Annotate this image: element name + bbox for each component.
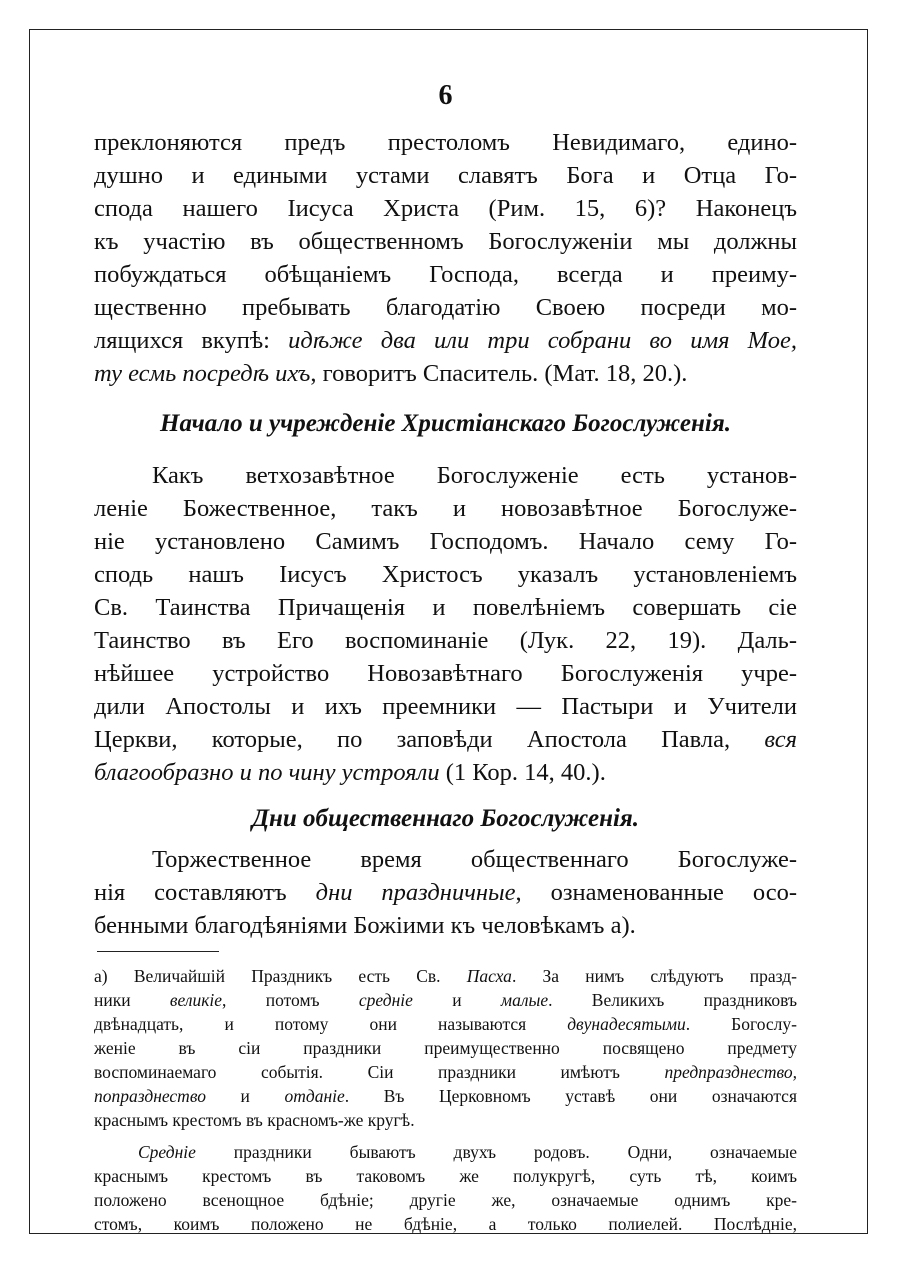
footnote-line: стомъ, коимъ положено не бдѣніе, а только полиелей. Послѣдніе, bbox=[94, 1214, 797, 1234]
footnote-line bbox=[94, 1140, 797, 1164]
emphasis: попразднество bbox=[94, 1086, 206, 1106]
text-run: , потомъ bbox=[222, 990, 359, 1010]
emphasis: средніе bbox=[358, 990, 413, 1010]
footnote-line bbox=[94, 1084, 797, 1108]
footnote-rule bbox=[97, 951, 219, 952]
page-number: 6 bbox=[438, 80, 453, 111]
text-run: (1 Кор. 14, 40.). bbox=[439, 759, 606, 786]
emphasis: предпразднество, bbox=[664, 1062, 797, 1082]
text-line bbox=[94, 326, 797, 356]
text-run: . За нимъ слѣдуютъ празд- bbox=[511, 966, 797, 986]
text-run: а) Величайшій Праздникъ есть Св. bbox=[94, 966, 467, 986]
text-line: бенными благодѣяніями Божіими къ человѣкамъ а). bbox=[94, 912, 636, 939]
text-line: преклоняются предъ престоломъ Невидимаго, едино- bbox=[94, 129, 797, 156]
footnote-line: краснымъ крестомъ въ таковомъ же полукругѣ, суть тѣ, коимъ bbox=[94, 1166, 797, 1186]
text-run: Церкви, которые, по заповѣди Апостола Павла, bbox=[94, 726, 765, 753]
footnote-line: положено всенощное бдѣніе; другіе же, означаемые однимъ кре- bbox=[94, 1190, 797, 1210]
text-line: ніе установлено Самимъ Господомъ. Начало сему Го- bbox=[94, 528, 797, 555]
text-run: лящихся вкупѣ: bbox=[94, 327, 289, 354]
text-line: побуждаться обѣщаніемъ Господа, всегда и преиму- bbox=[94, 261, 797, 288]
text-line: Св. Таинства Причащенія и повелѣніемъ совершать сіе bbox=[94, 594, 797, 621]
text-run: . Въ Церковномъ уставѣ они означаются bbox=[344, 1086, 797, 1106]
text-run: двѣнадцать, и потому они называются bbox=[94, 1014, 568, 1034]
text-run: , ознаменованные осо- bbox=[515, 879, 798, 906]
section-heading: Начало и учрежденіе Христіанскаго Богослуженія. bbox=[160, 410, 731, 437]
text-line: Таинство въ Его воспоминаніе (Лук. 22, 19). Даль- bbox=[94, 627, 797, 654]
text-run: и bbox=[205, 1086, 285, 1106]
text-run: воспоминаемаго событія. Сіи праздники имѣютъ bbox=[94, 1062, 665, 1082]
text-line: спода нашего Іисуса Христа (Рим. 15, 6)? Наконецъ bbox=[94, 195, 797, 222]
text-line: нѣйшее устройство Новозавѣтнаго Богослуженія учре- bbox=[94, 660, 797, 687]
footnote-line bbox=[94, 1060, 797, 1084]
emphasis: отданіе bbox=[284, 1086, 345, 1106]
scripture-quote: вся bbox=[764, 726, 797, 753]
emphasis: малые bbox=[500, 990, 549, 1010]
text-line bbox=[94, 359, 797, 389]
footnote-line: женіе въ сіи праздники преимущественно посвящено предмету bbox=[94, 1038, 797, 1058]
text-run: нія составляютъ bbox=[94, 879, 316, 906]
text-line: щественно пребывать благодатію Своею посреди мо- bbox=[94, 294, 797, 321]
text-run: , говоритъ Спаситель. (Мат. 18, 20.). bbox=[310, 360, 688, 387]
book-page bbox=[29, 29, 868, 1234]
text-line: Какъ ветхозавѣтное Богослуженіе есть установ- bbox=[152, 462, 797, 489]
text-run: ники bbox=[94, 990, 170, 1010]
footnote-line bbox=[94, 964, 797, 988]
footnote-line bbox=[94, 988, 797, 1012]
text-line: Торжественное время общественнаго Богослуже- bbox=[152, 846, 797, 873]
footnote-line: краснымъ крестомъ въ красномъ-же кругѣ. bbox=[94, 1110, 415, 1130]
scripture-quote: ту есмь посредѣ ихъ bbox=[94, 360, 311, 387]
text-run: праздники бываютъ двухъ родовъ. Одни, означаемые bbox=[195, 1142, 797, 1162]
section-heading: Дни общественнаго Богослуженія. bbox=[251, 805, 640, 832]
footnote-line bbox=[94, 1012, 797, 1036]
emphasis: великіе bbox=[169, 990, 223, 1010]
text-line: леніе Божественное, такъ и новозавѣтное Богослуже- bbox=[94, 495, 797, 522]
emphasis: Средніе bbox=[138, 1142, 196, 1162]
text-line: душно и едиными устами славятъ Бога и Отца Го- bbox=[94, 162, 797, 189]
scripture-quote: идѣже два или три собрани во имя Мое, bbox=[288, 327, 797, 354]
text-line: дили Апостолы и ихъ преемники — Пастыри и Учители bbox=[94, 693, 797, 720]
text-line: сподь нашъ Іисусъ Христосъ указалъ установленіемъ bbox=[94, 561, 797, 588]
text-line: къ участію въ общественномъ Богослуженіи мы должны bbox=[94, 228, 797, 255]
emphasis: дни праздничные bbox=[315, 879, 516, 906]
text-run: и bbox=[412, 990, 501, 1010]
emphasis: двунадесятыми bbox=[567, 1014, 686, 1034]
text-line bbox=[94, 878, 797, 908]
text-run: . Богослу- bbox=[685, 1014, 797, 1034]
scripture-quote: благообразно и по чину устрояли bbox=[94, 759, 440, 786]
text-line bbox=[94, 725, 797, 755]
emphasis: Пасха bbox=[466, 966, 512, 986]
text-line bbox=[94, 758, 797, 788]
text-run: . Великихъ праздниковъ bbox=[548, 990, 797, 1010]
